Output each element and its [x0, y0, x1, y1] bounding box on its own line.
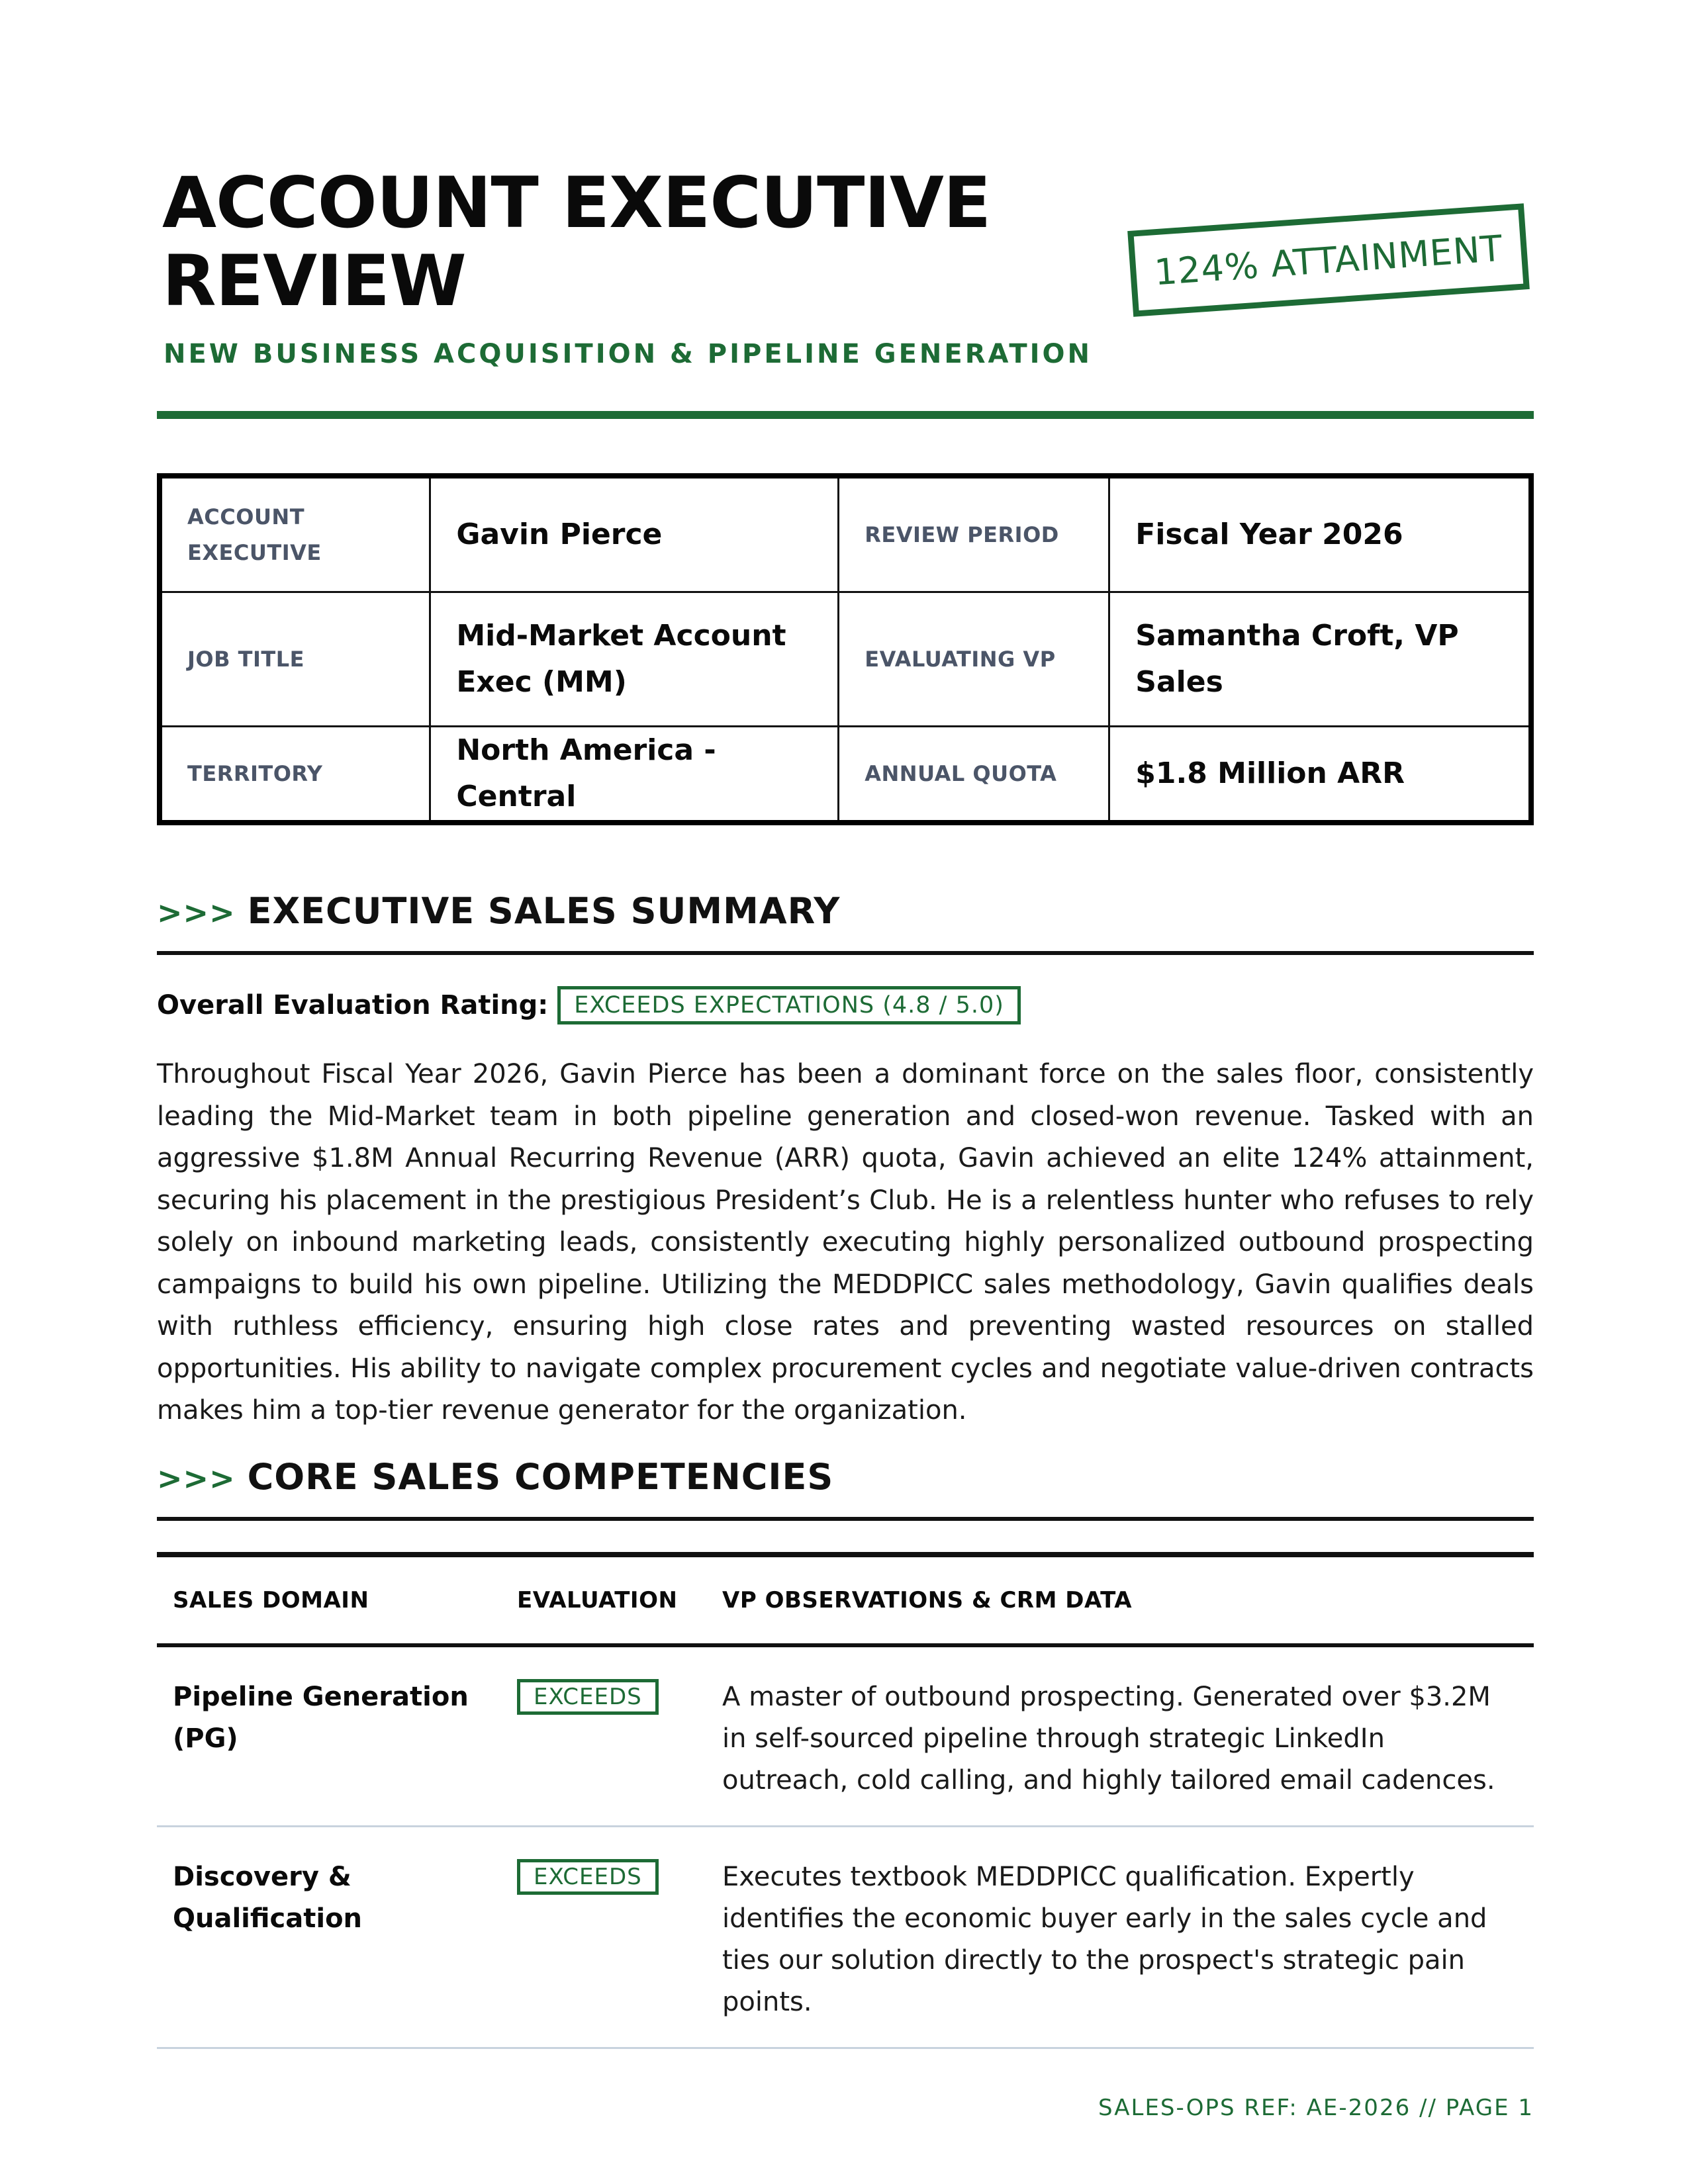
column-header-observations: VP OBSERVATIONS & CRM DATA	[706, 1555, 1534, 1645]
job-title-label: JOB TITLE	[160, 592, 430, 727]
territory-label: TERRITORY	[160, 727, 430, 823]
info-row	[160, 727, 1531, 823]
review-period-label: REVIEW PERIOD	[839, 476, 1109, 592]
evaluation-cell	[501, 1645, 706, 1827]
annual-quota-label: ANNUAL QUOTA	[839, 727, 1109, 823]
account-executive-label: ACCOUNT EXECUTIVE	[160, 476, 430, 592]
table-row	[157, 1827, 1534, 2048]
summary-paragraph: Throughout Fiscal Year 2026, Gavin Pierce has been a dominant force on the sales floor, consistently leading the Mid-Market team in both pipeline generation and closed-won revenue. Tasked with an aggressive $1.8M Annual Recurring Revenue (ARR) quota, Gavin achieved an elite 124% attainment, securing his placement in the prestigious President’s Club. He is a relentless hunter who refuses to rely solely on inbound marketing leads, consistently executing highly personalized outbound prospecting campaigns to build his own pipeline. Utilizing the MEDDPICC sales methodology, Gavin qualifies deals with ruthless efficiency, ensuring high close rates and preventing wasted resources on stalled opportunities. His ability to navigate complex procurement cycles and negotiate value-driven contracts makes him a top-tier revenue generator for the organization.	[157, 1059, 1534, 1426]
column-header-evaluation: EVALUATION	[501, 1555, 706, 1645]
competencies-heading	[157, 1456, 833, 1498]
table-row	[157, 1645, 1534, 1827]
table-header-row	[157, 1555, 1534, 1645]
domain-cell: Discovery & Qualification	[157, 1827, 501, 2048]
header-divider	[157, 411, 1534, 419]
job-title-value: Mid-Market Account Exec (MM)	[430, 592, 839, 727]
section-arrows-icon: >>>	[157, 895, 236, 931]
rating-label: Overall Evaluation Rating:	[157, 990, 549, 1021]
competencies-table	[157, 1552, 1534, 2049]
evaluation-badge: EXCEEDS	[517, 1679, 659, 1715]
domain-cell: Pipeline Generation (PG)	[157, 1645, 501, 1827]
evaluation-badge: EXCEEDS	[517, 1859, 659, 1895]
summary-heading-text: EXECUTIVE SALES SUMMARY	[247, 890, 841, 932]
review-period-value: Fiscal Year 2026	[1109, 476, 1531, 592]
competencies-divider	[157, 1517, 1534, 1521]
page-footer: SALES-OPS REF: AE-2026 // PAGE 1	[1098, 2095, 1534, 2121]
competencies-heading-text: CORE SALES COMPETENCIES	[247, 1456, 834, 1498]
attainment-stamp: 124% ATTAINMENT	[1127, 203, 1530, 317]
summary-heading	[157, 890, 840, 932]
evaluation-cell	[501, 1827, 706, 2048]
column-header-domain: SALES DOMAIN	[157, 1555, 501, 1645]
page-subtitle: NEW BUSINESS ACQUISITION & PIPELINE GENERATION	[164, 339, 1093, 369]
observation-cell: A master of outbound prospecting. Generated over $3.2M in self-sourced pipeline through strategic LinkedIn outreach, cold calling, and highly tailored email cadences.	[706, 1645, 1534, 1827]
account-executive-value: Gavin Pierce	[430, 476, 839, 592]
evaluating-vp-label: EVALUATING VP	[839, 592, 1109, 727]
rating-badge: EXCEEDS EXPECTATIONS (4.8 / 5.0)	[557, 986, 1021, 1024]
employee-info-table	[157, 473, 1534, 825]
territory-value: North America - Central	[430, 727, 839, 823]
page-title: ACCOUNT EXECUTIVE REVIEW	[162, 162, 991, 322]
section-arrows-icon: >>>	[157, 1461, 236, 1496]
evaluating-vp-value: Samantha Croft, VP Sales	[1109, 592, 1531, 727]
summary-divider	[157, 951, 1534, 955]
info-row	[160, 592, 1531, 727]
info-row	[160, 476, 1531, 592]
overall-rating	[157, 986, 1021, 1024]
annual-quota-value: $1.8 Million ARR	[1109, 727, 1531, 823]
observation-cell: Executes textbook MEDDPICC qualification. Expertly identifies the economic buyer early in the sales cycle and ties our solution directly to the prospect's strategic pain points.	[706, 1827, 1534, 2048]
